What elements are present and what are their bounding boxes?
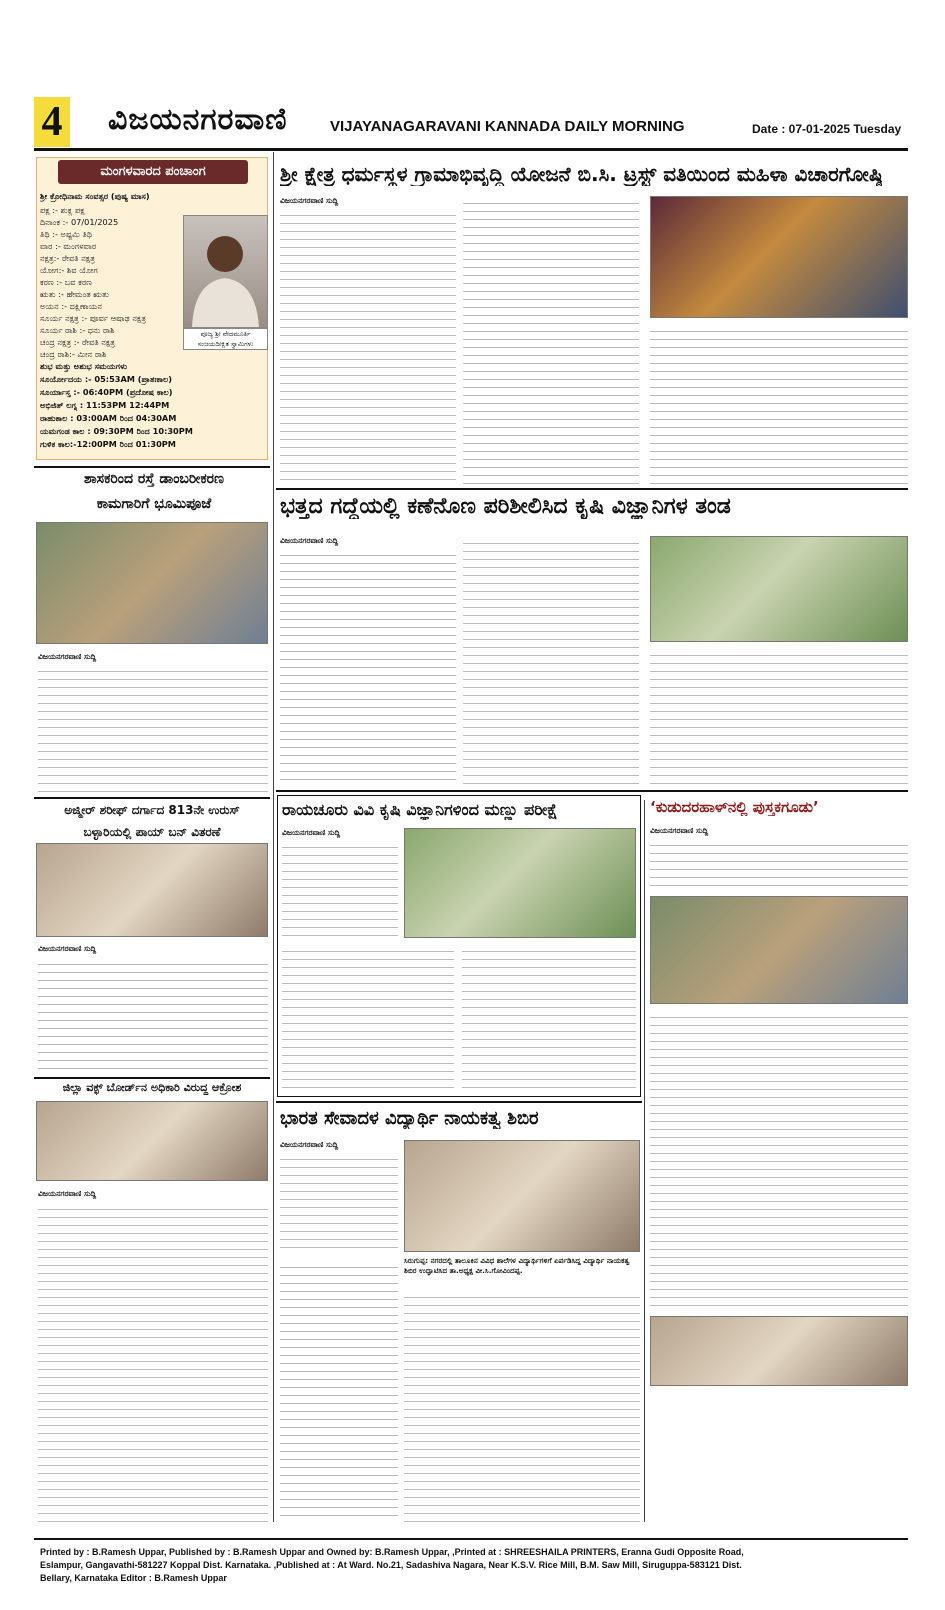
panchanga-line: ಸೂರ್ಯ ನಕ್ಷತ್ರ :- ಪೂರ್ವ ಆಷಾಢ ನಕ್ಷತ್ರ (40, 313, 147, 323)
headline-ajmer-2: ಬಳ್ಳಾರಿಯಲ್ಲಿ ಪಾಯ್ ಬನ್ ವಿತರಣೆ (83, 825, 221, 839)
panchanga-line: ಕರಣ :- ಬವ ಕರಣ (40, 277, 92, 287)
byline: ವಿಜಯನಗರವಾಣಿ ಸುದ್ದಿ (650, 826, 709, 835)
headline-ajmer: ಅಜ್ಮೀರ್ ಶರೀಫ್ ದರ್ಗಾದ 813ನೇ ಉರುಸ್ (64, 803, 240, 817)
headline-paddy: ಭತ್ತದ ಗದ್ದೆಯಲ್ಲಿ ಕಣೆನೊಣ ಪರಿಶೀಲಿಸಿದ ಕೃಷಿ ವಿಜ್ಞಾನಿಗಳ ತಂಡ (280, 494, 731, 519)
newspaper-title-english: VIJAYANAGARAVANI KANNADA DAILY MORNING (330, 118, 685, 135)
panchanga-line: ದಿನಾಂಕ :- 07/01/2025 (40, 217, 119, 227)
panchanga-line: ಯಮಗಂಡ ಕಾಲ : 09:30PM ರಿಂದ 10:30PM (40, 426, 193, 436)
newspaper-title-kannada: ವಿಜಯನಗರವಾಣಿ (108, 102, 288, 137)
section-rule (276, 1101, 642, 1103)
print-line (40, 1546, 906, 1585)
article-body (282, 840, 398, 938)
field-photo (650, 536, 908, 642)
byline: ವಿಜಯನಗರವಾಣಿ ಸುದ್ದಿ (280, 196, 339, 205)
photo-caption: ಸಿರುಗುಪ್ಪ: ನಗರದಲ್ಲಿ ತಾಲೂಕಿನ ವಿವಿಧ ಶಾಲೆಗಳ ವಿದ್ಯಾರ್ಥಿಗಳಿಗೆ ಏರ್ಪಡಿಸಿದ್ದ ವಿದ್ಯಾರ್ಥಿ ನಾಯಕತ್ವ ಶಿಬಿರ ಉದ್ಘಾಟಿಸಿದ ತಾ.ಅಧ್ಯಕ್ಷ ವೀ.ಸಿ.ಗೋವಿಂದಪ್ಪ. (404, 1256, 630, 1275)
panchanga-line: ಗುಳಿಕ ಕಾಲ:-12:00PM ರಿಂದ 01:30PM (40, 439, 176, 449)
article-body (280, 1260, 398, 1522)
event-photo (36, 1101, 268, 1181)
event-photo (650, 196, 908, 318)
panchanga-line: ಋತು :- ಹೇಮಂತ ಋತು (40, 289, 109, 299)
panchanga-line: ಚಂದ್ರ ರಾಶಿ:- ಮೀನ ರಾಶಿ (40, 349, 107, 359)
headline-wakf: ಜಿಲ್ಲಾ ವಕ್ಫ್ ಬೋರ್ಡ್‌ನ ಅಧಿಕಾರಿ ವಿರುದ್ಧ ಆಕ್ರೋಶ (62, 1081, 242, 1094)
article-body (280, 548, 456, 786)
article-body (463, 196, 639, 484)
article-body (650, 838, 908, 890)
masthead-rule (34, 148, 908, 151)
event-photo (36, 522, 268, 644)
issue-date: Date : 07-01-2025 Tuesday (752, 122, 902, 136)
panchanga-line: ಅಯನ :- ದಕ್ಷಿಣಾಯನ (40, 301, 102, 311)
headline-sevadal: ಭಾರತ ಸೇವಾದಳ ವಿದ್ಯಾರ್ಥಿ ನಾಯಕತ್ವ ಶಿಬಿರ (280, 1108, 539, 1129)
panchanga-heading: ಮಂಗಳವಾರದ ಪಂಚಾಂಗ (58, 160, 248, 184)
page-number: 4 (34, 97, 70, 147)
priest-portrait (183, 215, 268, 328)
panchanga-line: ವಾರ :- ಮಂಗಳವಾರ (40, 241, 97, 251)
article-body (280, 1152, 398, 1252)
panchanga-line: ಚಂದ್ರ ನಕ್ಷತ್ರ :- ರೇವತಿ ನಕ್ಷತ್ರ (40, 337, 115, 347)
imprint-line: Eslampur, Gangavathi-581227 Koppal Dist. Karnataka. ,Published at : At Ward. No.21, Sadashiva Nagara, Near K.S.V. Rice Mill, B.M. Saw Mill, Siruguppa-583121 Dist. (40, 1560, 742, 1570)
article-body (280, 208, 456, 484)
headline-raichur: ರಾಯಚೂರು ವಿವಿ ಕೃಷಿ ವಿಜ್ಞಾನಿಗಳಿಂದ ಮಣ್ಣು ಪರೀಕ್ಷೆ (282, 800, 558, 819)
person-silhouette-icon (184, 216, 267, 327)
headline-road-2: ಕಾಮಗಾರಿಗೆ ಭೂಮಿಪೂಜೆ (96, 496, 212, 512)
headline-dharmasthala: ಶ್ರೀ ಕ್ಷೇತ್ರ ಧರ್ಮಸ್ಥಳ ಗ್ರಾಮಾಭಿವೃದ್ಧಿ ಯೋಜನೆ ಬಿ.ಸಿ. ಟ್ರಸ್ಟ್ ವತಿಯಿಂದ ಮಹಿಳಾ ವಿಚಾರಗೋಷ್ಠಿ (280, 162, 883, 186)
section-rule (34, 466, 270, 468)
byline: ವಿಜಯನಗರವಾಣಿ ಸುದ್ದಿ (38, 652, 97, 661)
field-photo (404, 828, 636, 938)
byline: ವಿಜಯನಗರವಾಣಿ ಸುದ್ದಿ (280, 536, 339, 545)
portrait-caption: ಪೂಜ್ಯ ಶ್ರೀ ವೇದಮೂರ್ತಿ ಸಂಜಯದೀಕ್ಷಿತ ಸ್ವಾಮಿಗಳು (183, 328, 268, 350)
column-divider (644, 800, 645, 1522)
byline: ವಿಜಯನಗರವಾಣಿ ಸುದ್ದಿ (38, 1189, 97, 1198)
panchanga-line: ಶುಭ ಮತ್ತು ಅಶುಭ ಸಮಯಗಳು (40, 361, 128, 371)
section-rule (276, 790, 908, 792)
article-body (463, 536, 639, 786)
panchanga-line: ಸೂರ್ಯೋದಯ :- 05:53AM (ಪ್ರಾತಃಕಾಲ) (40, 374, 173, 384)
article-body (38, 957, 268, 1073)
panchanga-line: ಸೂರ್ಯ ರಾಶಿ :- ಧನು ರಾಶಿ (40, 325, 115, 335)
panchanga-line: ತಿಥಿ :- ಅಷ್ಟಮಿ ತಿಥಿ (40, 229, 93, 239)
section-rule (276, 488, 908, 490)
article-body (38, 1202, 268, 1522)
panchanga-line: ಶ್ರೀ ಕ್ರೋಧಿನಾಮ ಸಂವತ್ಸರ (ಪುಷ್ಯ ಮಾಸ) (40, 191, 150, 201)
section-rule (34, 1077, 270, 1079)
headline-library: ‘ಕುಡುದರಹಾಳ್‌ನಲ್ಲಿ ಪುಸ್ತಕಗೂಡು’ (650, 798, 819, 816)
headline-road: ಶಾಸಕರಿಂದ ರಸ್ತೆ ಡಾಂಬರೀಕರಣ (84, 471, 224, 487)
panchanga-line: ಸೂರ್ಯಾಸ್ತ :- 06:40PM (ಪ್ರದೋಷ ಕಾಲ) (40, 387, 173, 397)
byline: ವಿಜಯನಗರವಾಣಿ ಸುದ್ದಿ (282, 828, 341, 837)
footer-rule (34, 1538, 908, 1540)
event-photo (36, 843, 268, 937)
article-body (38, 664, 268, 792)
column-divider (273, 152, 274, 1522)
event-photo (650, 1316, 908, 1386)
panchanga-line: ಯೋಗ:- ಶಿವ ಯೋಗ (40, 265, 98, 275)
event-photo (404, 1140, 640, 1252)
article-body (404, 1290, 640, 1522)
section-rule (34, 797, 270, 799)
panchanga-line: ನಕ್ಷತ್ರ:- ರೇವತಿ ನಕ್ಷತ್ರ (40, 253, 95, 263)
article-body (650, 1010, 908, 1310)
article-body (462, 944, 636, 1092)
imprint-line: Printed by : B.Ramesh Uppar, Published by : B.Ramesh Uppar and Owned by: B.Ramesh Uppar, ,Printed at : SHREESHAILA PRINTERS, Eranna Gudi Opposite Road, (40, 1547, 744, 1557)
byline: ವಿಜಯನಗರವಾಣಿ ಸುದ್ದಿ (280, 1140, 339, 1149)
byline: ವಿಜಯನಗರವಾಣಿ ಸುದ್ದಿ (38, 944, 97, 953)
panchanga-line: ಅಭಿಜಿತ್ ಲಗ್ನ : 11:53PM 12:44PM (40, 400, 170, 410)
article-body (650, 648, 908, 786)
panchanga-line: ಪಕ್ಷ :- ಶುಕ್ಲ ಪಕ್ಷ (40, 205, 85, 215)
panchanga-line: ರಾಹುಕಾಲ : 03:00AM ರಿಂದ 04:30AM (40, 413, 177, 423)
article-body (650, 324, 908, 484)
imprint-line: Bellary, Karnataka Editor : B.Ramesh Uppar (40, 1573, 227, 1583)
article-body (282, 944, 454, 1092)
event-photo (650, 896, 908, 1004)
